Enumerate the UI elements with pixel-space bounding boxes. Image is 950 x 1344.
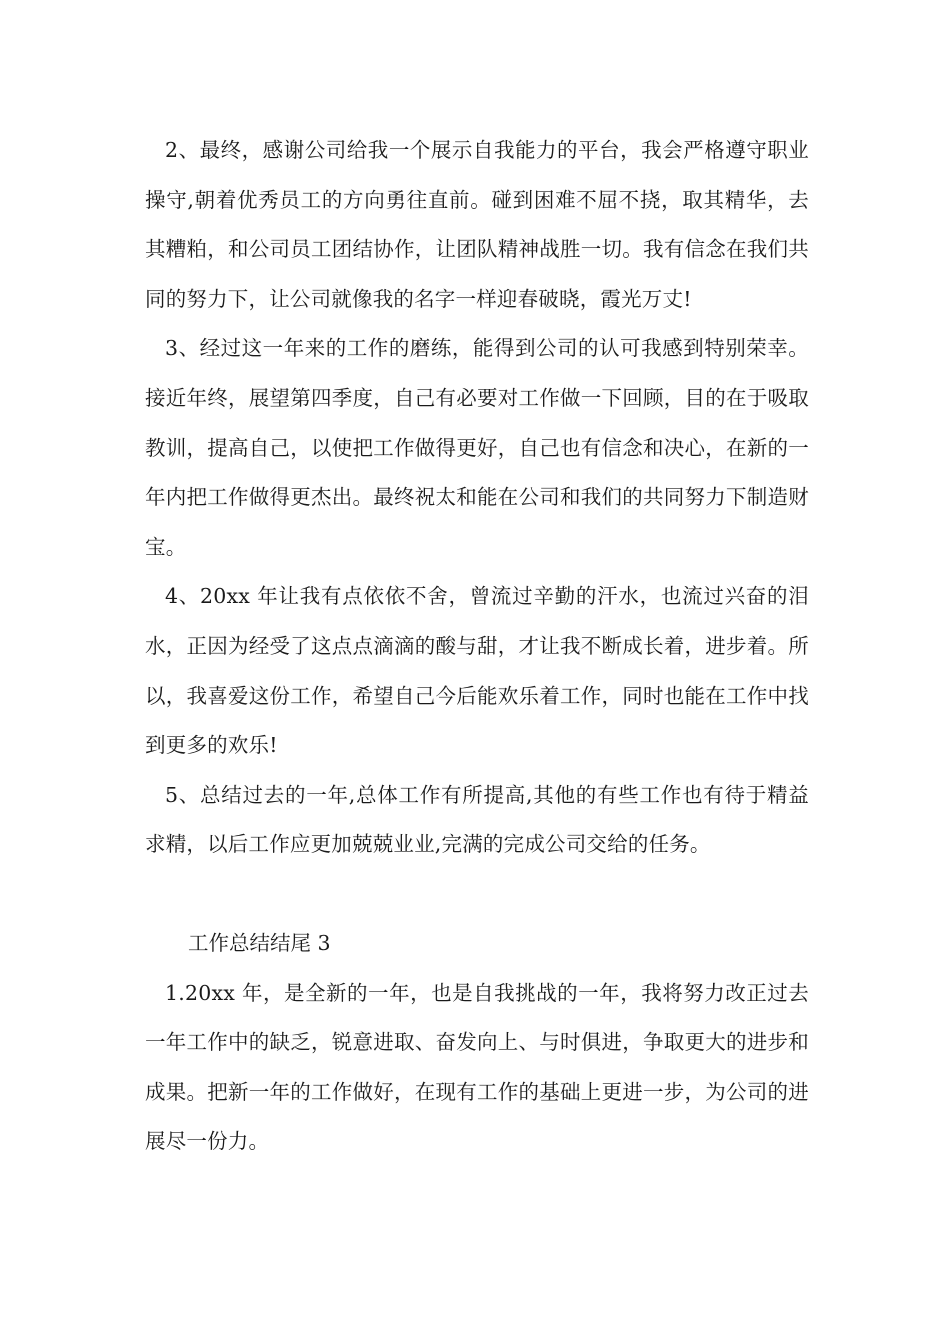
- section-heading: 工作总结结尾 3: [188, 930, 331, 955]
- section-paragraph-1: 1.20xx 年，是全新的一年，也是自我挑战的一年，我将努力改正过去一年工作中的缺乏，锐意进取、奋发向上、与时俱进，争取更大的进步和成果。把新一年的工作做好，在现有工作的基础上更进一步，为公司的进展尽一份力。: [145, 980, 809, 1154]
- paragraph-5: 5、总结过去的一年,总体工作有所提高,其他的有些工作也有待于精益求精，以后工作应更加兢兢业业,完满的完成公司交给的任务。: [145, 782, 809, 857]
- document-body: [145, 126, 809, 1167]
- paragraph-3: 3、经过这一年来的工作的磨练，能得到公司的认可我感到特别荣幸。接近年终，展望第四季度，自己有必要对工作做一下回顾，目的在于吸取教训，提高自己，以使把工作做得更好，自己也有信念和决心，在新的一年内把工作做得更杰出。最终祝太和能在公司和我们的共同努力下制造财宝。: [145, 336, 809, 559]
- paragraph-2: 2、最终，感谢公司给我一个展示自我能力的平台，我会严格遵守职业操守,朝着优秀员工的方向勇往直前。碰到困难不屈不挠，取其精华，去其糟粕，和公司员工团结协作，让团队精神战胜一切。我有信念在我们共同的努力下，让公司就像我的名字一样迎春破晓，霞光万丈!: [145, 138, 809, 311]
- paragraph-4: 4、20xx 年让我有点依依不舍，曾流过辛勤的汗水，也流过兴奋的泪水，正因为经受了这点点滴滴的酸与甜，才让我不断成长着，进步着。所以，我喜爱这份工作，希望自己今后能欢乐着工作，同时也能在工作中找到更多的欢乐!: [145, 584, 809, 758]
